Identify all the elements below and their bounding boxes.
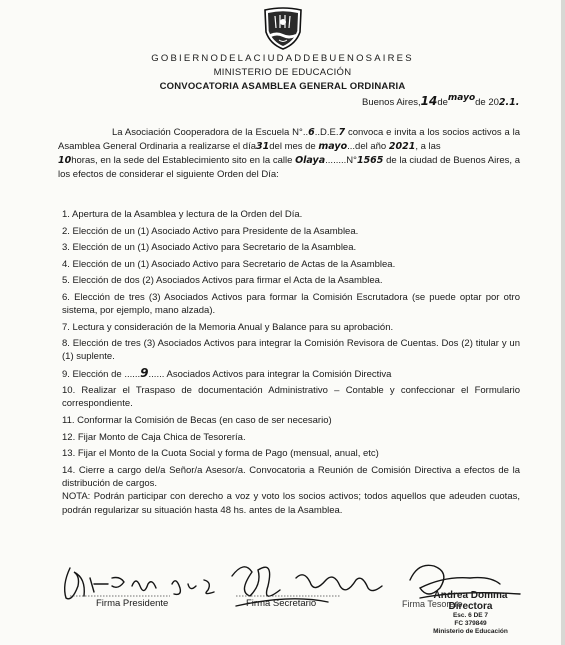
intro-anio: 2021 [388,141,416,152]
intro-t6: , a las [415,141,441,152]
agenda-item: 6. Elección de tres (3) Asociados Activos para formar la Comisión Escrutadora (se puede optar por otro sistema, por ejemplo, mano alzada). [62,291,520,316]
item9-prefix: 9. Elección de [62,368,122,380]
ministry-title: MINISTERIO DE EDUCACIÓN [213,67,352,78]
agenda-item: 8. Elección de tres (3) Asociados Activos para integrar la Comisión Revisora de Cuentas. Dos (2) titular y un (1) suplente. [62,338,520,363]
agenda-item: 12. Fijar Monto de Caja Chica de Tesorería. [62,431,246,443]
date-line [362,93,519,108]
intro-t8: N° [346,155,357,166]
intro-dia: 31 [256,141,270,152]
note-paragraph: NOTA: Podrán participar con derecho a voz y voto los socios activos; todos aquellos que adeuden cuotas, podrán regularizar su situación hasta 48 hs. antes de la Asamblea. [62,491,520,516]
date-de1: de [437,97,448,108]
item9-suffix: Asociados Activos para integrar la Comisión Directiva [166,368,392,380]
date-prefix: Buenos Aires, [362,97,421,108]
agenda-item: 7. Lectura y consideración de la Memoria Anual y Balance para su aprobación. [62,321,394,333]
intro-t7: horas, en la sede del Establecimiento sito en la calle [71,155,293,166]
agenda-item: 3. Elección de un (1) Asociado Activo para Secretario de la Asamblea. [62,242,357,254]
signature-secretary-label: Firma Secretario [246,598,317,609]
item9-numero: 9 [140,365,149,380]
intro-t5: del año [355,141,387,152]
intro-t4: del mes de [269,141,316,152]
agenda-item: 11. Conformar la Comisión de Becas (en caso de ser necesario) [62,414,332,426]
date-year: 2.1. [498,97,520,108]
agenda-item: 14. Cierre a cargo del/a Señor/a Asesor/a. Convocatoria a Reunión de Comisión Directiva a efectos de la distribución de cargos. [62,464,520,489]
agenda-item: 2. Elección de un (1) Asociado Activo para Presidente de la Asamblea. [62,225,359,237]
intro-t3: convoca e invita a los socios activos a la Asamblea General Ordinaria a realizarse el día [58,127,521,152]
stamp-school: Esc. 6 DE 7 [452,612,489,619]
agenda-item: 10. Realizar el Traspaso de documentación Administrativo – Contable y confeccionar el Formulario correspondiente. [62,385,520,410]
director-stamp [418,590,523,636]
agenda-item: 5. Elección de dos (2) Asociados Activos para firmar el Acta de la Asamblea. [62,275,383,287]
stamp-ministry: Ministerio de Educación [433,628,508,635]
intro-t9: de la ciudad de Buenos Aires, a los efectos de considerar el siguiente Orden del Día: [58,155,520,180]
signature-treasurer-label: Firma Tesorero [402,599,463,609]
agenda-item: 1. Apertura de la Asamblea y lectura de la Orden del Día. [62,209,303,220]
intro-t1: La Asociación Cooperadora de la Escuela N° [112,127,303,138]
intro-t2: D.E. [320,127,339,138]
stamp-role: Directora [448,601,493,612]
intro-hora: 10 [58,155,72,166]
intro-numero: 1565 [356,155,384,166]
signature-president-label: Firma Presidente [96,598,169,609]
intro-paragraph: La Asociación Cooperadora de la Escuela N°..6..D.E.7 convoca e invita a los socios activos a la Asamblea General Ordinaria a realizarse el día31del mes de mayo...del año 2021, a las 10horas, en la sede del Establecimiento sito en la calle Olaya........N°1565 de la ciudad de Buenos Aires, a los efectos de considerar el siguiente Orden del Día: [58,127,521,180]
stamp-fc: FC 379849 [454,620,487,627]
date-month: mayo [447,93,476,103]
agenda-item: 4. Elección de un (1) Asociado Activo para Secretario de Actas de la Asamblea. [62,258,396,270]
intro-calle: Olaya [295,155,326,166]
stamp-name: Andrea Domma [433,590,508,601]
intro-mes: mayo [318,141,348,152]
document-title: CONVOCATORIA ASAMBLEA GENERAL ORDINARIA [159,81,406,92]
city-crest-icon [262,6,304,50]
agenda-item-9: 9. Elección de ......9...... Asociados Activos para integrar la Comisión Directiva [62,365,392,380]
agenda-item: 13. Fijar el Monto de la Cuota Social y forma de Pago (mensual, anual, etc) [62,448,379,460]
government-title: GOBIERNODELACIUDADDEBUENOSAIRES [151,53,414,64]
agenda-list [62,208,520,493]
page-edge [561,0,565,645]
intro-escuela: 6 [308,127,315,138]
date-de2: de 20 [475,97,499,108]
date-day: 14 [420,94,438,108]
intro-de: 7 [338,127,346,138]
